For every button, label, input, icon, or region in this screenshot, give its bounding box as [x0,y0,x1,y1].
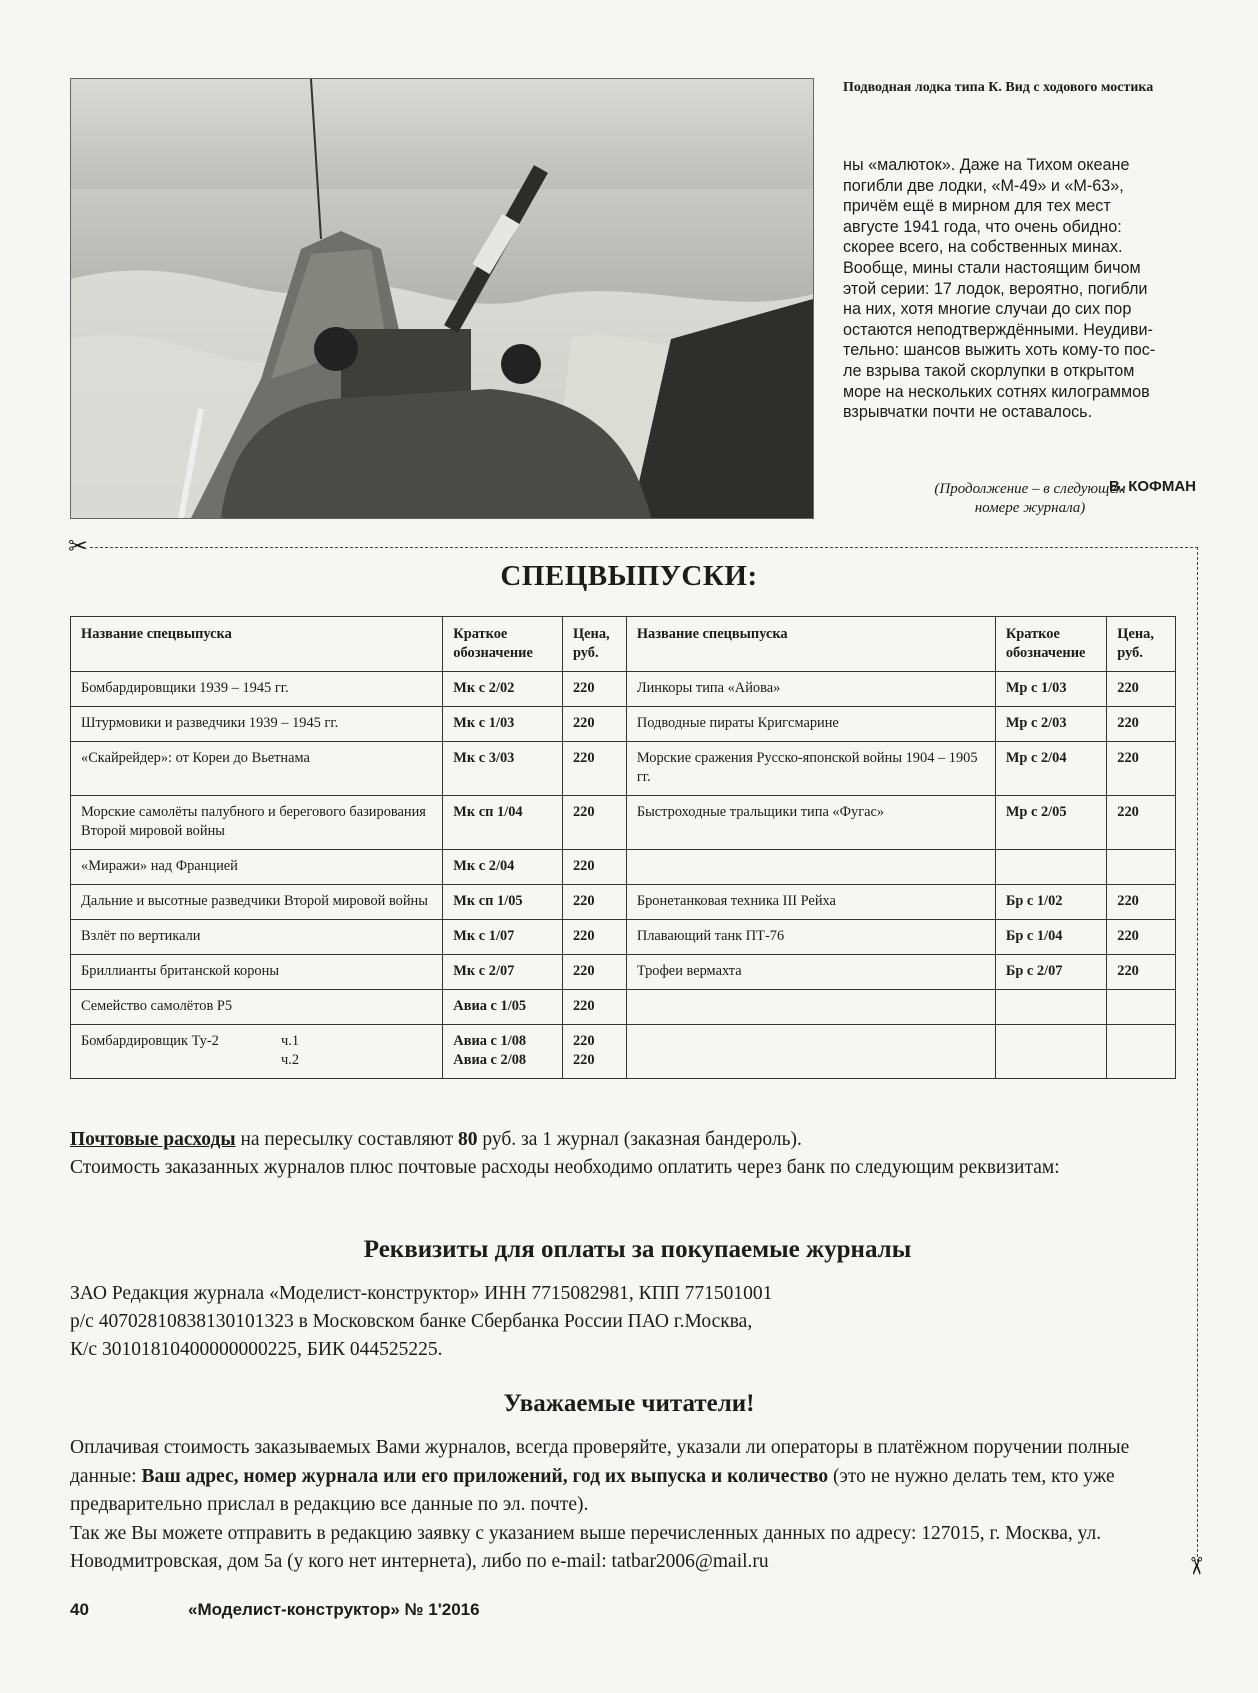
issue-price: 220 [1107,796,1176,850]
journal-name: «Моделист-конструктор» № 1'2016 [188,1600,480,1619]
issue-price: 220 [562,707,626,742]
header-price-line: руб. [1117,645,1143,661]
postal-amount: 80 [458,1129,478,1150]
issue-name: «Миражи» над Францией [71,850,443,885]
table-row [71,920,1176,955]
table-row [71,742,1176,796]
article-line: Вообще, мины стали настоящим бичом [843,258,1141,277]
requisites-line: К/с 30101810400000000225, БИК 044525225. [70,1339,443,1360]
issue-code: Мк с 2/04 [443,850,563,885]
issue-code [995,850,1106,885]
table-row [71,707,1176,742]
header-price-line: руб. [572,645,599,661]
issue-name [626,850,995,885]
issue-price [562,1025,626,1079]
issue-name: Плавающий танк ПТ-76 [626,920,995,955]
requisites-line: ЗАО Редакция журнала «Моделист-конструктор» ИНН 7715082981, КПП 771501001 [70,1283,773,1304]
article-author: В. КОФМАН [1109,478,1196,495]
postal-text: руб. за 1 журнал (заказная бандероль). [477,1129,802,1150]
issue-price: 220 [562,850,626,885]
issue-name: Морские сражения Русско-японской войны 1904 – 1905 гг. [626,742,995,796]
tu2-name: Бомбардировщик Ту-2 [81,1033,219,1049]
cut-line-horizontal [90,547,1198,548]
table-row [71,796,1176,850]
article-line: этой серии: 17 лодок, вероятно, погибли [843,279,1148,298]
table-row [71,1025,1176,1079]
issue-price: 220 [1107,707,1176,742]
tu2-code: Авиа с 2/08 [453,1052,527,1068]
tu2-code: Авиа с 1/08 [453,1033,527,1049]
issue-name: Дальние и высотные разведчики Второй мировой войны [71,885,443,920]
specials-table [70,616,1176,1079]
issue-code: Бр с 1/04 [995,920,1106,955]
header-name: Название спецвыпуска [71,617,443,672]
header-code-line: обозначение [453,645,533,661]
scissors-icon: ✂ [68,532,89,560]
issue-name: Бронетанковая техника III Рейха [626,885,995,920]
issue-code: Мр с 2/03 [995,707,1106,742]
issue-code [443,1025,563,1079]
tu2-price: 220 [572,1033,595,1049]
issue-code: Мк сп 1/04 [443,796,563,850]
table-header-row [71,617,1176,672]
table-row [71,672,1176,707]
header-code-line: обозначение [1005,645,1086,661]
issue-code: Мк с 1/07 [443,920,563,955]
issue-code: Бр с 1/02 [995,885,1106,920]
issue-code: Мр с 2/04 [995,742,1106,796]
readers-text: (это не нужно делать тем, кто уже предварительно прислал в редакцию все данные по эл. почте). [70,1465,1115,1515]
requisites-line: р/с 40702810838130101323 в Московском банке Сбербанка России ПАО г.Москва, [70,1311,753,1332]
issue-code [995,990,1106,1025]
issue-name: Морские самолёты палубного и берегового базирования Второй мировой войны [71,796,443,850]
photo-caption: Подводная лодка типа К. Вид с ходового мостика [843,80,1154,95]
issue-price [1107,850,1176,885]
header-code [995,617,1106,672]
issue-price: 220 [562,672,626,707]
issue-code: Мр с 1/03 [995,672,1106,707]
issue-price [1107,1025,1176,1079]
readers-title: Уважаемые читатели! [503,1390,755,1417]
tu2-part: ч.1 [281,1033,300,1049]
issue-name: Подводные пираты Кригсмарине [626,707,995,742]
page-number: 40 [70,1600,89,1619]
issue-code: Мр с 2/05 [995,796,1106,850]
tu2-price: 220 [572,1052,595,1068]
article-line: августе 1941 года, что очень обидно: [843,217,1122,236]
issue-code: Мк с 2/07 [443,955,563,990]
issue-price: 220 [1107,920,1176,955]
issue-name [626,990,995,1025]
issue-code: Мк с 2/02 [443,672,563,707]
postal-text: на пересылку составляют [235,1129,459,1150]
issue-price: 220 [562,920,626,955]
header-price [1107,617,1176,672]
header-code [443,617,563,672]
header-code-line: Краткое [1005,626,1060,642]
requisites-title: Реквизиты для оплаты за покупаемые журналы [363,1236,912,1263]
article-line: ны «малюток». Даже на Тихом океане [843,156,1130,174]
issue-code: Бр с 2/07 [995,955,1106,990]
article-line: море на нескольких сотнях килограммов [843,382,1150,401]
issue-name: «Скайрейдер»: от Кореи до Вьетнама [71,742,443,796]
issue-name: Линкоры типа «Айова» [626,672,995,707]
issue-price: 220 [562,742,626,796]
table-row [71,990,1176,1025]
article-line: причём ещё в мирном для тех мест [843,197,1111,216]
issue-name: Трофеи вермахта [626,955,995,990]
issue-name [71,1025,443,1079]
issue-name: Штурмовики и разведчики 1939 – 1945 гг. [71,707,443,742]
issue-price: 220 [562,796,626,850]
table-row [71,850,1176,885]
issue-price [1107,990,1176,1025]
issue-code: Авиа с 1/05 [443,990,563,1025]
specials-title: СПЕЦВЫПУСКИ: [500,560,758,592]
submarine-photo-image [71,79,813,518]
issue-code: Мк с 1/03 [443,707,563,742]
article-line: остаются неподтверждёнными. Неудиви- [843,320,1153,339]
issue-price: 220 [1107,742,1176,796]
readers-emphasis: Ваш адрес, номер журнала или его приложений, год их выпуска и количество [141,1465,829,1487]
readers-text: Оплачивая стоимость заказываемых Вами журналов, всегда проверяйте, указали ли операторы в платёжном поручении полные данные: [70,1437,1130,1487]
table-row [71,955,1176,990]
requisites-block [70,1280,1180,1364]
continued-line: номере журнала) [974,500,1086,516]
issue-price: 220 [562,990,626,1025]
continued-line: (Продолжение – в следующем [934,481,1126,497]
issue-name: Бриллианты британской короны [71,955,443,990]
table-row [71,885,1176,920]
readers-text: Так же Вы можете отправить в редакцию заявку с указанием выше перечисленных данных по адресу: 127015, г. Москва, ул. Новодмитровская, дом 5а (у кого нет интернета), либо по e-mail: tatbar2006@mail.ru [70,1522,1102,1572]
issue-price: 220 [562,885,626,920]
header-price-line: Цена, [1117,626,1154,642]
scissors-icon: ✂ [1182,1555,1211,1577]
readers-paragraph [70,1434,1180,1577]
article-line: тельно: шансов выжить хоть кому-то пос- [843,341,1156,360]
issue-price: 220 [1107,955,1176,990]
header-price [562,617,626,672]
postal-line: Стоимость заказанных журналов плюс почтовые расходы необходимо оплатить через банк по следующим реквизитам: [70,1157,1060,1178]
issue-code: Мк сп 1/05 [443,885,563,920]
page-footer [70,1600,480,1620]
issue-name [626,1025,995,1079]
article-line: скорее всего, на собственных минах. [843,238,1123,257]
issue-price: 220 [1107,672,1176,707]
header-code-line: Краткое [453,626,508,642]
header-name: Название спецвыпуска [626,617,995,672]
tu2-part: ч.2 [281,1052,300,1068]
continued-note [880,480,1180,518]
postal-label: Почтовые расходы [70,1129,236,1150]
issue-price: 220 [1107,885,1176,920]
issue-price: 220 [562,955,626,990]
issue-code [995,1025,1106,1079]
issue-name: Взлёт по вертикали [71,920,443,955]
article-line: погибли две лодки, «М-49» и «М-63», [843,176,1124,195]
issue-name: Бомбардировщики 1939 – 1945 гг. [71,672,443,707]
issue-name: Семейство самолётов Р5 [71,990,443,1025]
article-line: ле взрыва такой скорлупки в открытом [843,361,1135,380]
header-price-line: Цена, [572,626,610,642]
issue-name: Быстроходные тральщики типа «Фугас» [626,796,995,850]
postal-paragraph [70,1126,1180,1182]
article-line: взрывчатки почти не оставалось. [843,403,1093,422]
issue-code: Мк с 3/03 [443,742,563,796]
article-line: на них, хотя многие случаи до сих пор [843,300,1132,319]
submarine-photo [70,78,814,519]
article-text [843,155,1198,423]
